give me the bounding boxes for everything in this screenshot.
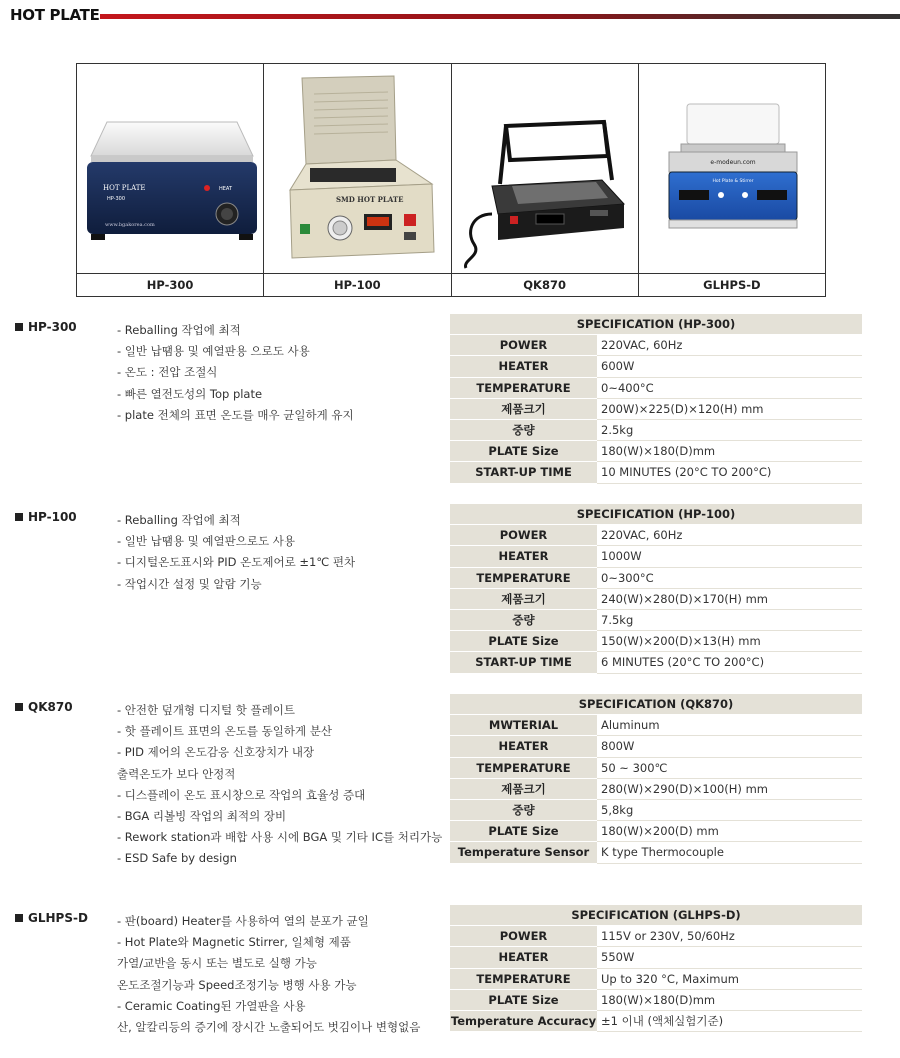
feature-item: 가열/교반을 동시 또는 별도로 실행 가능 [117, 956, 317, 971]
spec-label: 제품크기 [450, 399, 597, 420]
gallery-item-hp-100[interactable] [264, 64, 451, 296]
spec-value: 180(W)×180(D)mm [597, 441, 862, 462]
spec-label: PLATE Size [450, 631, 597, 652]
spec-label: MWTERIAL [450, 715, 597, 736]
feature-list [117, 510, 447, 595]
spec-value: 180(W)×180(D)mm [597, 990, 862, 1011]
spec-label: 중량 [450, 800, 597, 821]
spec-value: 115V or 230V, 50/60Hz [597, 926, 862, 947]
bullet-square-icon [15, 703, 23, 711]
spec-table [450, 314, 862, 484]
spec-row [450, 842, 862, 863]
spec-value: 280(W)×290(D)×100(H) mm [597, 779, 862, 800]
feature-item: 출력온도가 보다 안정적 [117, 766, 236, 781]
feature-item: 산, 알칼리등의 증기에 장시간 노출되어도 벗김이나 변형없음 [117, 1019, 421, 1034]
spec-value: Aluminum [597, 715, 862, 736]
spec-table [450, 905, 862, 1032]
spec-row [450, 356, 862, 377]
spec-row [450, 800, 862, 821]
spec-value: 1000W [597, 546, 862, 567]
gallery-item-qk870[interactable] [452, 64, 639, 296]
spec-table [450, 504, 862, 674]
feature-item: - 온도 : 전압 조절식 [117, 365, 218, 380]
spec-row [450, 568, 862, 589]
spec-label: HEATER [450, 736, 597, 757]
spec-label: POWER [450, 525, 597, 546]
spec-label: HEATER [450, 546, 597, 567]
feature-item: - BGA 리볼빙 작업의 최적의 장비 [117, 808, 287, 823]
spec-row [450, 399, 862, 420]
bullet-square-icon [15, 914, 23, 922]
spec-row [450, 779, 862, 800]
feature-list [117, 911, 447, 1038]
spec-row [450, 947, 862, 968]
feature-item: - 판(board) Heater를 사용하여 열의 분포가 균일 [117, 914, 369, 928]
gallery-caption: GLHPS-D [639, 273, 825, 296]
spec-row [450, 335, 862, 356]
spec-label: Temperature Sensor [450, 842, 597, 863]
spec-row [450, 441, 862, 462]
feature-item: - 일반 납땜용 및 예열판으로도 사용 [117, 534, 295, 549]
page-header [0, 0, 900, 34]
spec-value: 180(W)×200(D) mm [597, 821, 862, 842]
spec-value: 2.5kg [597, 420, 862, 441]
spec-row [450, 462, 862, 483]
spec-table-title: SPECIFICATION (GLHPS-D) [450, 905, 862, 926]
spec-row [450, 378, 862, 399]
gallery-item-glhps-d[interactable] [639, 64, 825, 296]
svg-text:HP-300: HP-300 [107, 196, 126, 202]
svg-text:HOT PLATE: HOT PLATE [103, 184, 146, 192]
model-heading: QK870 [15, 700, 73, 714]
feature-item: 온도조절기능과 Speed조정기능 병행 사용 가능 [117, 977, 357, 992]
spec-label: TEMPERATURE [450, 969, 597, 990]
svg-text:SMD HOT PLATE: SMD HOT PLATE [336, 195, 404, 204]
glhps-d-photo [639, 64, 825, 273]
qk870-photo [452, 64, 638, 273]
feature-item: - 빠른 열전도성의 Top plate [117, 386, 263, 401]
feature-item: - ESD Safe by design [117, 851, 237, 866]
hp-100-photo [264, 64, 450, 273]
feature-item: - 작업시간 설정 및 알람 기능 [117, 576, 262, 591]
feature-item: - Rework station과 배합 사용 시에 BGA 및 기타 IC를 처리가능 [117, 830, 443, 845]
bullet-square-icon [15, 513, 23, 521]
spec-value: 220VAC, 60Hz [597, 335, 862, 356]
feature-item: - PID 제어의 온도감응 신호장치가 내장 [117, 745, 315, 760]
feature-item: - Reballing 작업에 최적 [117, 513, 241, 527]
hp-300-photo [77, 64, 263, 273]
spec-label: TEMPERATURE [450, 378, 597, 399]
spec-value: 240(W)×280(D)×170(H) mm [597, 589, 862, 610]
gallery-caption: QK870 [452, 273, 638, 296]
spec-row [450, 736, 862, 757]
product-gallery [76, 63, 826, 297]
spec-row [450, 610, 862, 631]
spec-label: 제품크기 [450, 589, 597, 610]
feature-item: - 디지털온도표시와 PID 온도제어로 ±1℃ 편차 [117, 555, 356, 570]
feature-item: - 일반 납땜용 및 예열판용 으로도 사용 [117, 344, 310, 359]
spec-row [450, 420, 862, 441]
spec-label: START-UP TIME [450, 462, 597, 483]
feature-item: - Ceramic Coating된 가열판을 사용 [117, 998, 306, 1013]
svg-text:www.bgakorea.com: www.bgakorea.com [105, 222, 155, 228]
spec-row [450, 715, 862, 736]
feature-item: - Reballing 작업에 최적 [117, 323, 241, 337]
spec-label: PLATE Size [450, 441, 597, 462]
spec-label: POWER [450, 335, 597, 356]
spec-label: Temperature Accuracy [450, 1011, 597, 1032]
spec-row [450, 589, 862, 610]
spec-table-title: SPECIFICATION (HP-100) [450, 504, 862, 525]
spec-label: START-UP TIME [450, 652, 597, 673]
spec-row [450, 821, 862, 842]
feature-list [117, 320, 447, 426]
spec-label: 제품크기 [450, 779, 597, 800]
feature-item: - Hot Plate와 Magnetic Stirrer, 일체형 제품 [117, 935, 351, 950]
spec-value: 200W)×225(D)×120(H) mm [597, 399, 862, 420]
spec-row [450, 926, 862, 947]
spec-value: 0~400°C [597, 378, 862, 399]
spec-row [450, 525, 862, 546]
spec-value: 0~300°C [597, 568, 862, 589]
feature-item: - 디스플레이 온도 표시창으로 작업의 효율성 증대 [117, 787, 366, 802]
spec-value: K type Thermocouple [597, 842, 862, 863]
spec-label: TEMPERATURE [450, 568, 597, 589]
page-title: HOT PLATE [10, 6, 100, 24]
spec-value: ±1 이내 (액체실험기준) [597, 1011, 862, 1032]
spec-table [450, 694, 862, 864]
spec-table-title: SPECIFICATION (QK870) [450, 694, 862, 715]
gallery-item-hp-300[interactable] [77, 64, 264, 296]
model-heading: HP-300 [15, 320, 77, 334]
spec-row [450, 969, 862, 990]
spec-table-title: SPECIFICATION (HP-300) [450, 314, 862, 335]
spec-row [450, 652, 862, 673]
bullet-square-icon [15, 323, 23, 331]
spec-row [450, 1011, 862, 1032]
model-heading: GLHPS-D [15, 911, 88, 925]
svg-text:Hot Plate & Stirrer: Hot Plate & Stirrer [712, 179, 754, 184]
feature-item: - 핫 플레이트 표면의 온도를 동일하게 분산 [117, 724, 332, 739]
spec-row [450, 546, 862, 567]
spec-label: HEATER [450, 356, 597, 377]
svg-text:e-modeun.com: e-modeun.com [710, 159, 756, 166]
spec-label: PLATE Size [450, 990, 597, 1011]
spec-value: 800W [597, 736, 862, 757]
spec-label: 중량 [450, 610, 597, 631]
gallery-caption: HP-100 [264, 273, 450, 296]
model-heading: HP-100 [15, 510, 77, 524]
spec-value: 600W [597, 356, 862, 377]
spec-value: 5,8kg [597, 800, 862, 821]
spec-value: 550W [597, 947, 862, 968]
spec-value: 10 MINUTES (20°C TO 200°C) [597, 462, 862, 483]
spec-label: HEATER [450, 947, 597, 968]
spec-value: 7.5kg [597, 610, 862, 631]
spec-row [450, 990, 862, 1011]
spec-row [450, 758, 862, 779]
spec-value: Up to 320 °C, Maximum [597, 969, 862, 990]
spec-row [450, 631, 862, 652]
spec-label: 중량 [450, 420, 597, 441]
spec-value: 150(W)×200(D)×13(H) mm [597, 631, 862, 652]
spec-value: 220VAC, 60Hz [597, 525, 862, 546]
feature-item: - plate 전체의 표면 온도를 매우 균일하게 유지 [117, 407, 354, 422]
feature-item: - 안전한 덮개형 디지털 핫 플레이트 [117, 703, 295, 717]
spec-label: TEMPERATURE [450, 758, 597, 779]
title-divider [100, 14, 900, 19]
spec-label: POWER [450, 926, 597, 947]
feature-list [117, 700, 447, 870]
gallery-caption: HP-300 [77, 273, 263, 296]
svg-text:HEAT: HEAT [219, 186, 233, 192]
spec-label: PLATE Size [450, 821, 597, 842]
spec-value: 6 MINUTES (20°C TO 200°C) [597, 652, 862, 673]
spec-value: 50 ~ 300℃ [597, 758, 862, 779]
